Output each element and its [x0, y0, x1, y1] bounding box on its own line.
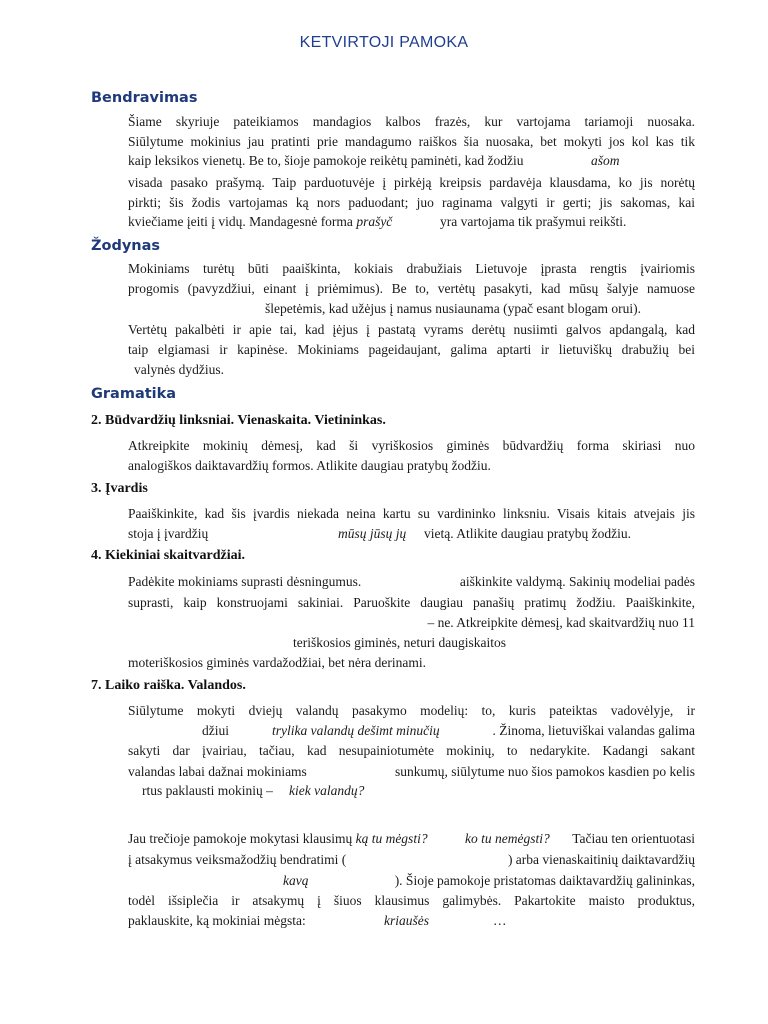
italic-term: kriaušės: [384, 913, 429, 928]
text-run: paklauskite, ką mokiniai mėgsta:: [128, 913, 306, 928]
text-run: . Žinoma, lietuviškai valandas galima: [492, 723, 695, 738]
subsection-heading: 2. Būdvardžių linksniai. Vienaskaita. Vietininkas.: [91, 413, 386, 428]
paragraph-line: progomis (pavyzdžiui, einant į priėmimus). Be to, vertėtų pasakyti, kad mūsų šalyje namuose: [128, 281, 695, 296]
paragraph-line: suprasti, kaip konstruojami sakiniai. Paruoškite daugiau panašių pratimų žodžiu. Paaiškinkite,: [128, 595, 695, 610]
page-title: KETVIRTOJI PAMOKA: [299, 34, 469, 51]
section-heading-bendravimas: Bendravimas: [91, 90, 198, 106]
text-run: rtus paklausti mokinių –: [142, 783, 273, 798]
paragraph-line: visada pasako prašymą. Taip parduotuvėje į pirkėją kreipsis pardavėja klausdama, ko jis norėtų: [128, 175, 695, 190]
paragraph-line: Siūlytume mokyti dviejų valandų pasakymo modelių: to, kuris pateiktas vadovėlyje, ir: [128, 703, 695, 718]
paragraph-line: [128, 524, 695, 544]
paragraph-line: [128, 850, 695, 870]
paragraph-line: [128, 360, 695, 380]
paragraph-line: Atkreipkite mokinių dėmesį, kad ši vyriškosios giminės būdvardžių forma skiriasi nuo: [128, 438, 695, 453]
paragraph-line: [128, 721, 695, 741]
italic-term: trylika valandų dešimt minučių: [272, 723, 440, 738]
italic-term: mūsų jūsų jų: [338, 526, 407, 541]
section-heading-gramatika: Gramatika: [91, 386, 177, 402]
text-run: ). Šioje pamokoje pristatomas daiktavardžių galininkas,: [394, 873, 695, 888]
paragraph-line: [128, 299, 695, 319]
subsection-heading: 3. Įvardis: [91, 481, 148, 496]
paragraph-line: [128, 151, 695, 171]
paragraph-line: taip elgiamasi ir kapinėse. Mokiniams pageidaujant, galima aptarti ir lietuviškų drabužių bei: [128, 342, 695, 357]
paragraph-line: Vertėtų pakalbėti ir apie tai, kad įėjus į pastatą vyrams derėtų nusiimti galvos apdangalą, kad: [128, 322, 695, 337]
italic-term: ko tu nemėgsti?: [465, 831, 550, 846]
text-run: Padėkite mokiniams suprasti dėsningumus.: [128, 574, 362, 589]
text-run: valynės dydžius.: [134, 362, 224, 377]
text-run: sunkumų, siūlytume nuo šios pamokos kasdien po kelis: [395, 764, 695, 779]
paragraph-line: [128, 871, 695, 891]
paragraph-line: [128, 762, 695, 782]
section-heading-zodynas: Žodynas: [91, 238, 161, 254]
paragraph-line: Mokiniams turėtų būti paaiškinta, kokiais drabužiais Lietuvoje įprasta rengtis įvairiomis: [128, 261, 695, 276]
text-run: Tačiau ten orientuotasi: [572, 831, 695, 846]
text-run: aiškinkite valdymą. Sakinių modeliai padės: [459, 574, 695, 589]
paragraph-line: moteriškosios giminės vardažodžiai, bet nėra derinami.: [128, 655, 427, 670]
text-run: …: [493, 913, 507, 928]
text-run: teriškosios giminės, neturi daugiskaitos: [293, 635, 506, 650]
subsection-heading: 4. Kiekiniai skaitvardžiai.: [91, 548, 246, 563]
text-run: kaip leksikos vienetų. Be to, šioje pamokoje reikėtų paminėti, kad žodžiu: [128, 153, 524, 168]
text-run: yra vartojama tik prašymui reikšti.: [440, 214, 627, 229]
paragraph-line: [128, 829, 695, 849]
paragraph-line: Šiame skyriuje pateikiamos mandagios kalbos frazės, kur vartojama tariamoji nuosaka.: [128, 114, 695, 129]
paragraph-line: [128, 212, 695, 232]
paragraph-line: analogiškos daiktavardžių formos. Atlikite daugiau pratybų žodžiu.: [128, 458, 491, 473]
paragraph-line: Siūlytume mokinius jau pratinti prie mandagumo raiškos šia nuosaka, bet mokyti jos kol kas tik: [128, 134, 695, 149]
text-run: į atsakymus veiksmažodžių bendratimi (: [128, 852, 347, 867]
italic-term: kavą: [283, 873, 309, 888]
text-run: – ne. Atkreipkite dėmesį, kad skaitvardžių nuo 11: [427, 615, 695, 630]
paragraph-line: pirkti; šis žodis vartojamas ką nors paduodant; juo raginama valgyti ir gerti; jis sakomas, kai: [128, 195, 695, 210]
paragraph-line: [128, 911, 695, 931]
text-run: stoja į įvardžių: [128, 526, 209, 541]
paragraph-line: Paaiškinkite, kad šis įvardis niekada neina kartu su vardininko linksniu. Visais kitais atvejais jis: [128, 506, 695, 521]
italic-term: ką tu mėgsti?: [355, 831, 428, 846]
paragraph-line: [128, 781, 695, 801]
text-run: Jau trečioje pamokoje mokytasi klausimų: [128, 831, 353, 846]
paragraph-line: todėl išsiplečia ir atsakymų į šiuos klausimus galimybės. Pakartokite maisto produktus,: [128, 893, 695, 908]
italic-term: ašom: [591, 153, 620, 168]
text-run: kviečiame įeiti į vidų. Mandagesnė forma: [128, 214, 353, 229]
text-run: šlepetėmis, kad užėjus į namus nusiaunama (ypač esant blogam orui).: [265, 301, 642, 316]
text-run: vietą. Atlikite daugiau pratybų žodžiu.: [424, 526, 631, 541]
italic-term: kiek valandų?: [289, 783, 365, 798]
paragraph-line: [128, 633, 695, 653]
text-run: valandas labai dažnai mokiniams: [128, 764, 307, 779]
paragraph-line: [128, 613, 695, 633]
paragraph-line: [128, 572, 695, 592]
text-run: džiui: [202, 723, 229, 738]
paragraph-line: sakyti dar įvairiau, tačiau, kad nesupainiotumėte mokinių, to nedarykite. Kadangi sakant: [128, 743, 695, 758]
italic-term: prašyč: [356, 214, 393, 229]
subsection-heading: 7. Laiko raiška. Valandos.: [91, 678, 246, 693]
text-run: ) arba vienaskaitinių daiktavardžių: [507, 852, 695, 867]
